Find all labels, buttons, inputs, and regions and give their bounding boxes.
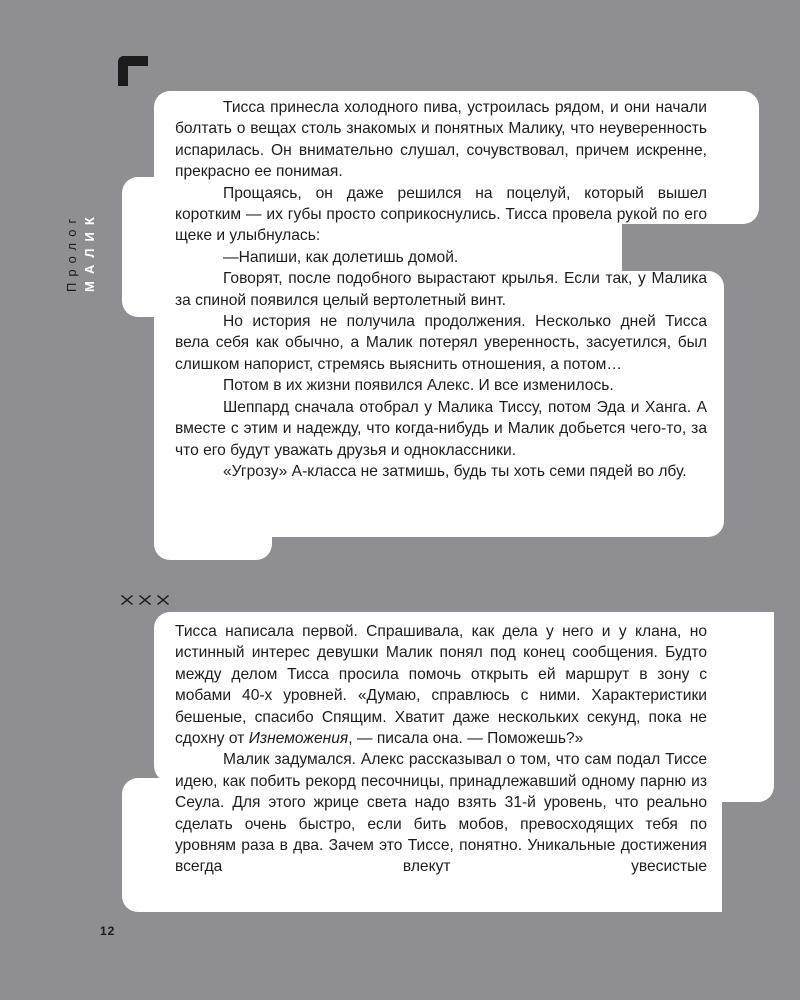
emphasis: Изнеможения bbox=[248, 730, 349, 748]
paragraph: Говорят, после подобного вырастают крылья. Если так, у Малика за спиной появился целый вертолетный винт. bbox=[175, 270, 707, 309]
paragraph: Малик задумался. Алекс рассказывал о том, что сам подал Тиссе идею, как побить рекорд песочницы, принадлежавший одному парню из Сеула. Для этого жрице света надо взять 31-й уровень, что реально сделать очень быстро, если бить мобов, превосходящих тебя по уровням раза в два. Зачем это Тиссе, понятно. Уникальные достижения всегда влекут увесистые bbox=[175, 751, 707, 876]
page-number: 12 bbox=[100, 924, 116, 938]
text-block-1 bbox=[175, 97, 707, 482]
corner-bracket-decoration bbox=[118, 56, 148, 86]
text-block-2 bbox=[175, 621, 707, 878]
running-head-chapter: Пролог bbox=[64, 212, 79, 292]
cross-icon bbox=[139, 592, 151, 602]
section-separator-icon bbox=[121, 592, 169, 602]
paragraph: —Напиши, как долетишь домой. bbox=[223, 248, 459, 266]
paragraph: Прощаясь, он даже решился на поцелуй, который вышел коротким — их губы просто соприкоснулись. Тисса провела рукой по его щеке и улыбнулась: bbox=[175, 184, 707, 245]
paragraph: Но история не получила продолжения. Несколько дней Тисса вела себя как обычно, а Малик потерял уверенность, засуетился, был слишком напорист, стремясь выяснить отношения, а потом… bbox=[175, 313, 707, 373]
paragraph: Потом в их жизни появился Алекс. И все изменилось. bbox=[223, 377, 614, 395]
running-head-title: МАЛИК bbox=[82, 210, 97, 292]
paragraph-part: , — писала она. — Поможешь?» bbox=[348, 730, 584, 748]
paragraph: «Угрозу» А-класса не затмишь, будь ты хоть семи пядей во лбу. bbox=[223, 462, 687, 480]
cross-icon bbox=[157, 592, 169, 602]
running-head bbox=[63, 210, 99, 292]
paragraph: Шеппард сначала отобрал у Малика Тиссу, потом Эда и Ханга. А вместе с этим и надежду, что когда-нибудь и Малик добьется чего-то, за что его будут уважать друзья и одноклассники. bbox=[175, 398, 707, 459]
paragraph-part: Тисса написала первой. Спрашивала, как дела у него и у клана, но истинный интерес девушки Малик понял под конец сообщения. Будто между делом Тисса просила помочь открыть ей маршрут в зону с мобами 40-х уровней. «Думаю, справлюсь с ними. Характеристики бешеные, спасибо Спящим. Хватит даже нескольких секунд, пока не сдохну от bbox=[175, 623, 707, 748]
paragraph: Тисса принесла холодного пива, устроилась рядом, и они начали болтать о вещах столь знакомых и понятных Малику, что неуверенность испарилась. Он внимательно слушал, сочувствовал, причем искренне, прекрасно ее понимая. bbox=[175, 99, 707, 181]
cross-icon bbox=[121, 592, 133, 602]
paragraph bbox=[175, 621, 707, 749]
